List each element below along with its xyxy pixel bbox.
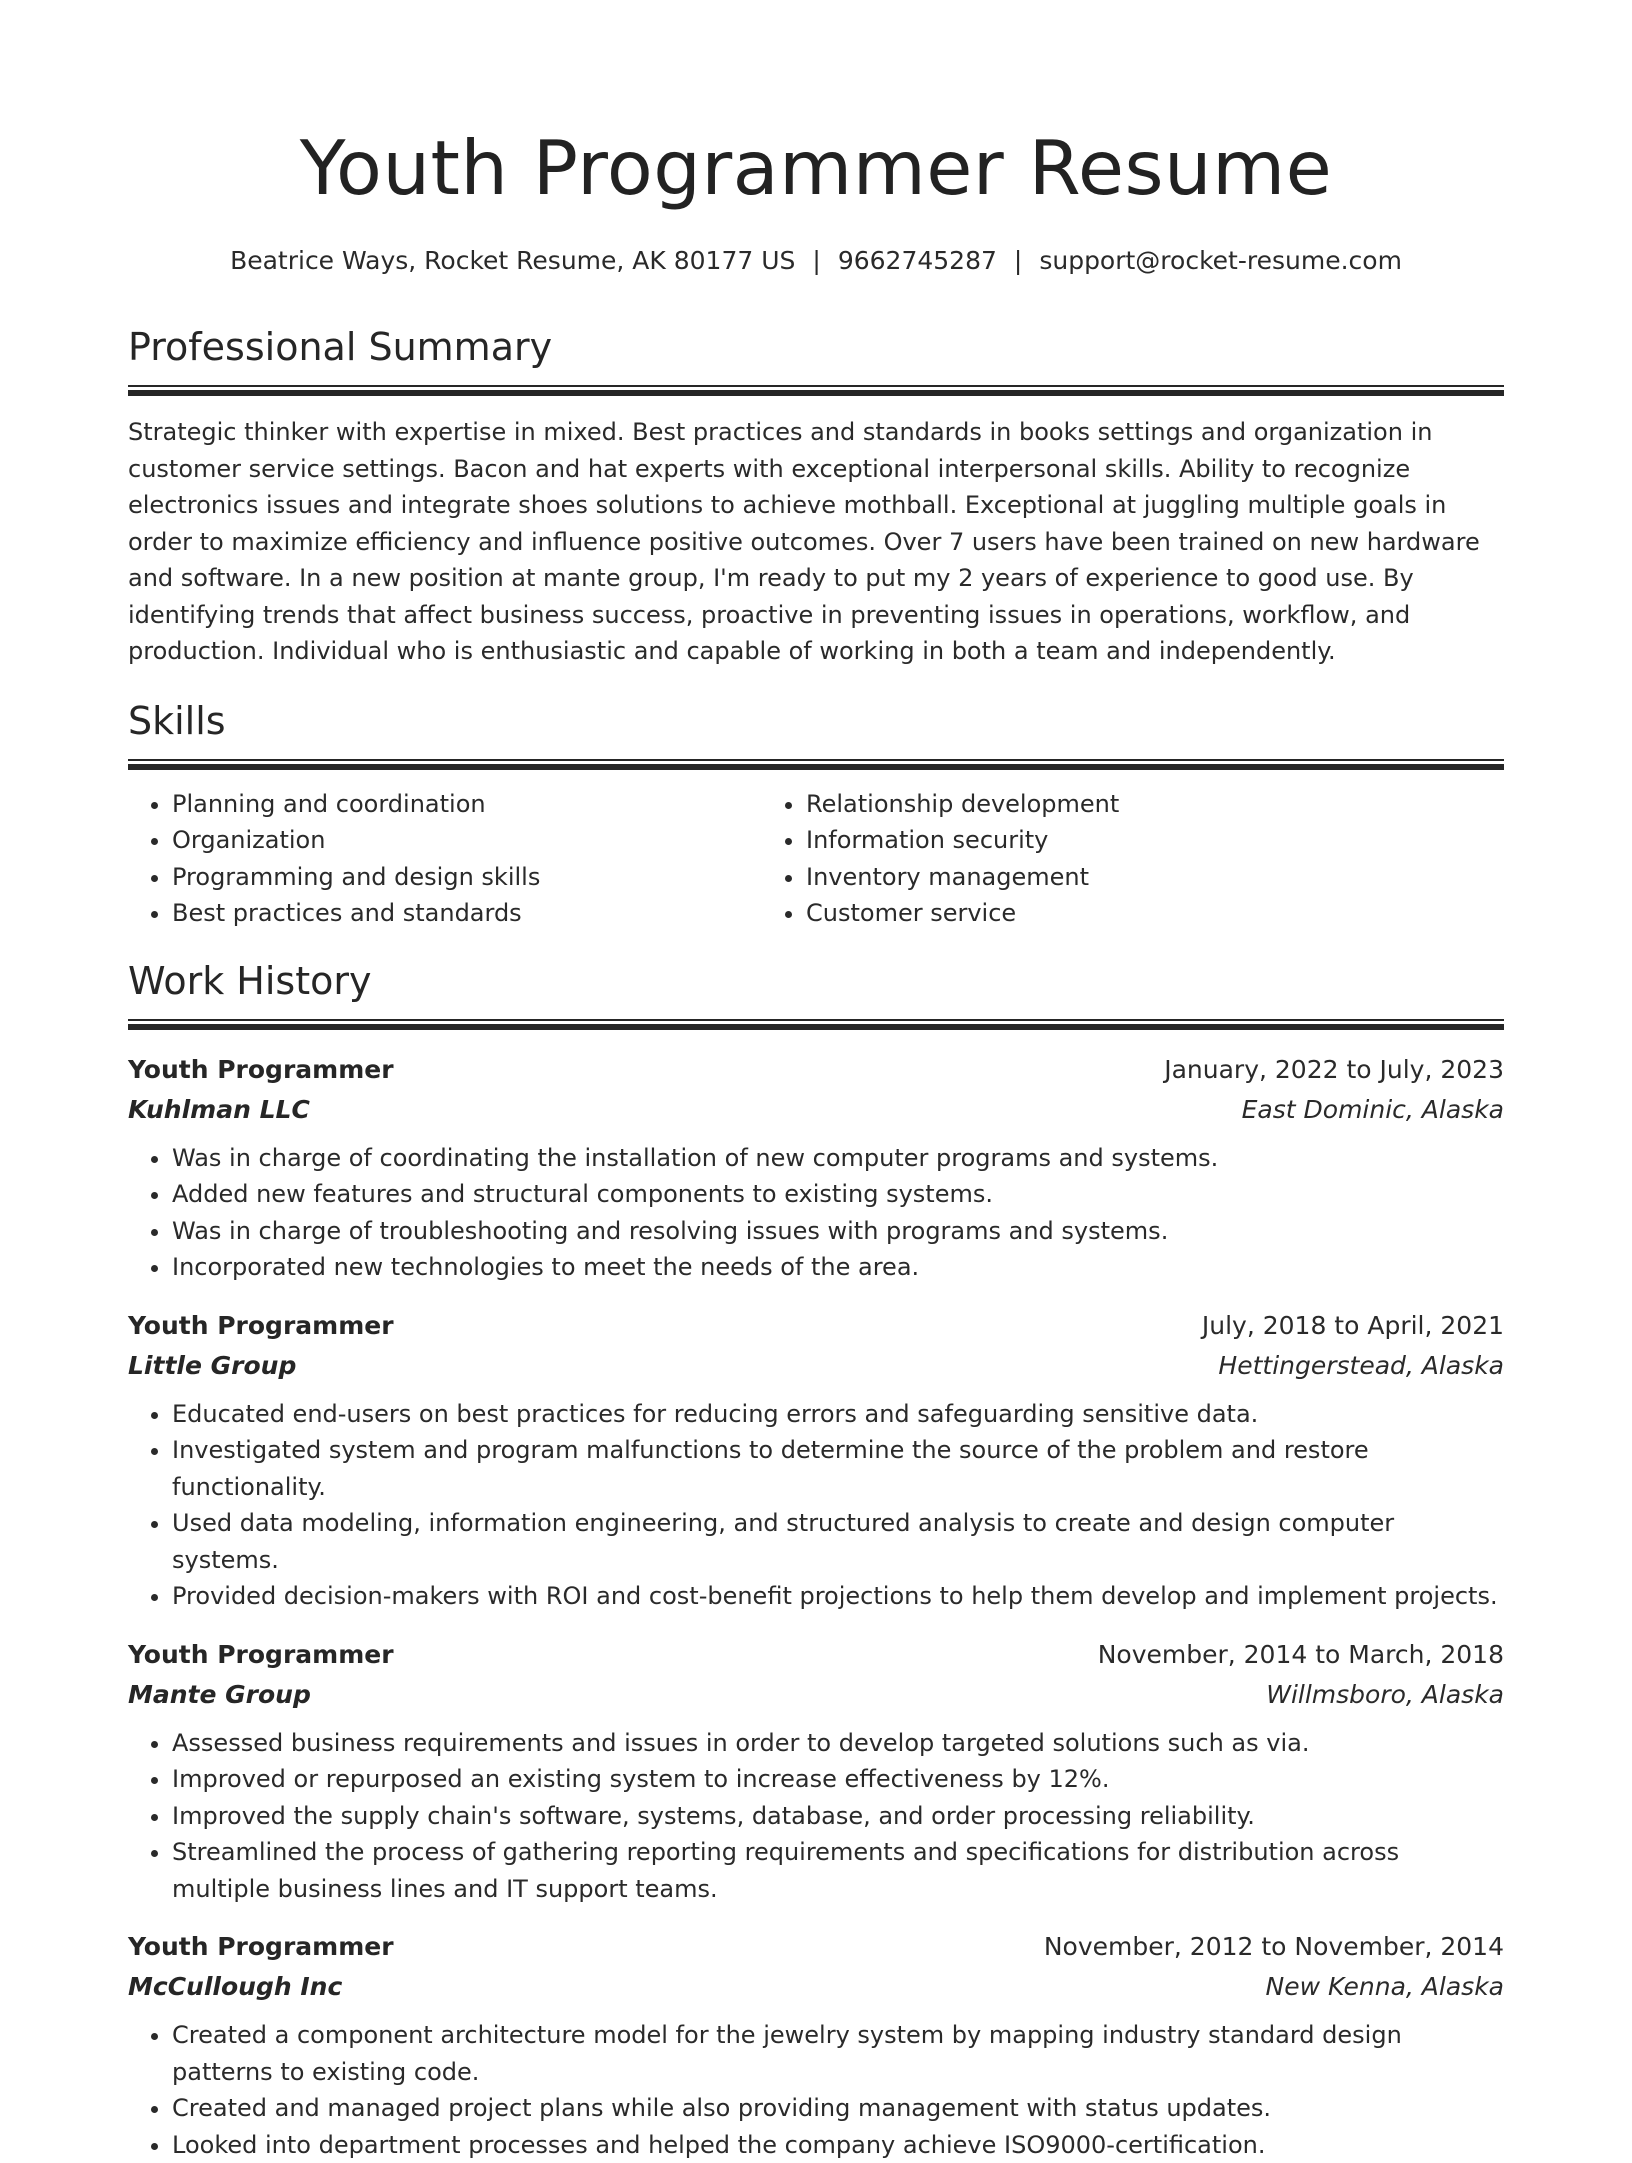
job-company-row	[128, 1346, 1504, 1386]
section-divider	[128, 385, 1504, 396]
job-bullet: • Was in charge of coordinating the installation of new computer programs and systems.	[172, 1140, 1504, 1177]
job-header-row	[128, 1050, 1504, 1090]
job-bullet: • Was in charge of troubleshooting and resolving issues with programs and systems.	[172, 1213, 1504, 1250]
skills-column-left	[128, 786, 762, 932]
skill-item: • Relationship development	[806, 786, 1504, 823]
job-bullets	[128, 2017, 1504, 2163]
job-entry	[128, 1050, 1504, 1286]
job-bullet: • Assessed business requirements and issues in order to develop targeted solutions such as via.	[172, 1725, 1504, 1762]
job-header-row	[128, 1306, 1504, 1346]
job-entry	[128, 1306, 1504, 1615]
job-header-row	[128, 1635, 1504, 1675]
skill-item: • Customer service	[806, 895, 1504, 932]
job-title: Youth Programmer	[128, 1050, 394, 1090]
section-heading: Work History	[128, 956, 1504, 1006]
job-dates: November, 2012 to November, 2014	[1044, 1927, 1504, 1967]
job-bullet: • Used data modeling, information engineering, and structured analysis to create and design computer systems.	[172, 1505, 1504, 1578]
job-dates: November, 2014 to March, 2018	[1098, 1635, 1504, 1675]
contact-phone: 9662745287	[838, 246, 997, 275]
job-company: McCullough Inc	[128, 1967, 342, 2007]
job-bullet: • Improved or repurposed an existing system to increase effectiveness by 12%.	[172, 1761, 1504, 1798]
job-location: New Kenna, Alaska	[1266, 1967, 1504, 2007]
contact-address: Beatrice Ways, Rocket Resume, AK 80177 US	[230, 246, 795, 275]
job-location: Willmsboro, Alaska	[1266, 1675, 1504, 1715]
job-location: Hettingerstead, Alaska	[1218, 1346, 1504, 1386]
skill-item: • Information security	[806, 822, 1504, 859]
skills-list	[128, 786, 1504, 932]
job-location: East Dominic, Alaska	[1242, 1090, 1504, 1130]
section-divider	[128, 1019, 1504, 1030]
skill-item: • Planning and coordination	[172, 786, 762, 823]
job-bullet: • Investigated system and program malfunctions to determine the source of the problem and restore functionality.	[172, 1432, 1504, 1505]
job-bullet: • Improved the supply chain's software, systems, database, and order processing reliability.	[172, 1798, 1504, 1835]
section-heading: Skills	[128, 696, 1504, 746]
job-dates: July, 2018 to April, 2021	[1202, 1306, 1504, 1346]
job-entry	[128, 1635, 1504, 1908]
summary-text: Strategic thinker with expertise in mixed. Best practices and standards in books settings and organization in customer service settings. Bacon and hat experts with exceptional interpersonal skills. Ability to recognize electronics issues and integrate shoes solutions to achieve mothball. Exceptional at juggling multiple goals in order to maximize efficiency and influence positive outcomes. Over 7 users have been trained on new hardware and software. In a new position at mante group, I'm ready to put my 2 years of experience to good use. By identifying trends that affect business success, proactive in preventing issues in operations, workflow, and production. Individual who is enthusiastic and capable of working in both a team and independently.	[128, 414, 1504, 670]
resume-title: Youth Programmer Resume	[128, 118, 1504, 218]
job-company-row	[128, 1675, 1504, 1715]
job-bullet: • Educated end-users on best practices for reducing errors and safeguarding sensitive data.	[172, 1396, 1504, 1433]
job-bullet: • Streamlined the process of gathering reporting requirements and specifications for distribution across multiple business lines and IT support teams.	[172, 1834, 1504, 1907]
skills-column-right	[762, 786, 1504, 932]
job-bullet: • Looked into department processes and helped the company achieve ISO9000-certification.	[172, 2127, 1504, 2163]
job-company: Little Group	[128, 1346, 296, 1386]
skill-item: • Organization	[172, 822, 762, 859]
job-company-row	[128, 1967, 1504, 2007]
job-bullets	[128, 1140, 1504, 1286]
job-entry	[128, 1927, 1504, 2163]
job-bullets	[128, 1725, 1504, 1908]
skill-item: • Programming and design skills	[172, 859, 762, 896]
contact-line	[128, 244, 1504, 278]
job-company: Kuhlman LLC	[128, 1090, 310, 1130]
job-company-row	[128, 1090, 1504, 1130]
section-divider	[128, 759, 1504, 770]
contact-separator: |	[812, 244, 820, 278]
job-company: Mante Group	[128, 1675, 311, 1715]
job-dates: January, 2022 to July, 2023	[1164, 1050, 1504, 1090]
job-bullet: • Incorporated new technologies to meet the needs of the area.	[172, 1249, 1504, 1286]
job-header-row	[128, 1927, 1504, 1967]
job-bullet: • Created and managed project plans while also providing management with status updates.	[172, 2090, 1504, 2127]
section-heading: Professional Summary	[128, 322, 1504, 372]
skill-item: • Best practices and standards	[172, 895, 762, 932]
work-history-section	[128, 956, 1504, 2163]
contact-separator: |	[1014, 244, 1022, 278]
job-bullet: • Provided decision-makers with ROI and cost-benefit projections to help them develop and implement projects.	[172, 1578, 1504, 1615]
skill-item: • Inventory management	[806, 859, 1504, 896]
job-title: Youth Programmer	[128, 1306, 394, 1346]
job-bullets	[128, 1396, 1504, 1615]
contact-email: support@rocket-resume.com	[1039, 246, 1402, 275]
job-title: Youth Programmer	[128, 1927, 394, 1967]
skills-section	[128, 696, 1504, 932]
job-title: Youth Programmer	[128, 1635, 394, 1675]
job-bullet: • Created a component architecture model for the jewelry system by mapping industry standard design patterns to existing code.	[172, 2017, 1504, 2090]
professional-summary-section	[128, 322, 1504, 670]
job-bullet: • Added new features and structural components to existing systems.	[172, 1176, 1504, 1213]
